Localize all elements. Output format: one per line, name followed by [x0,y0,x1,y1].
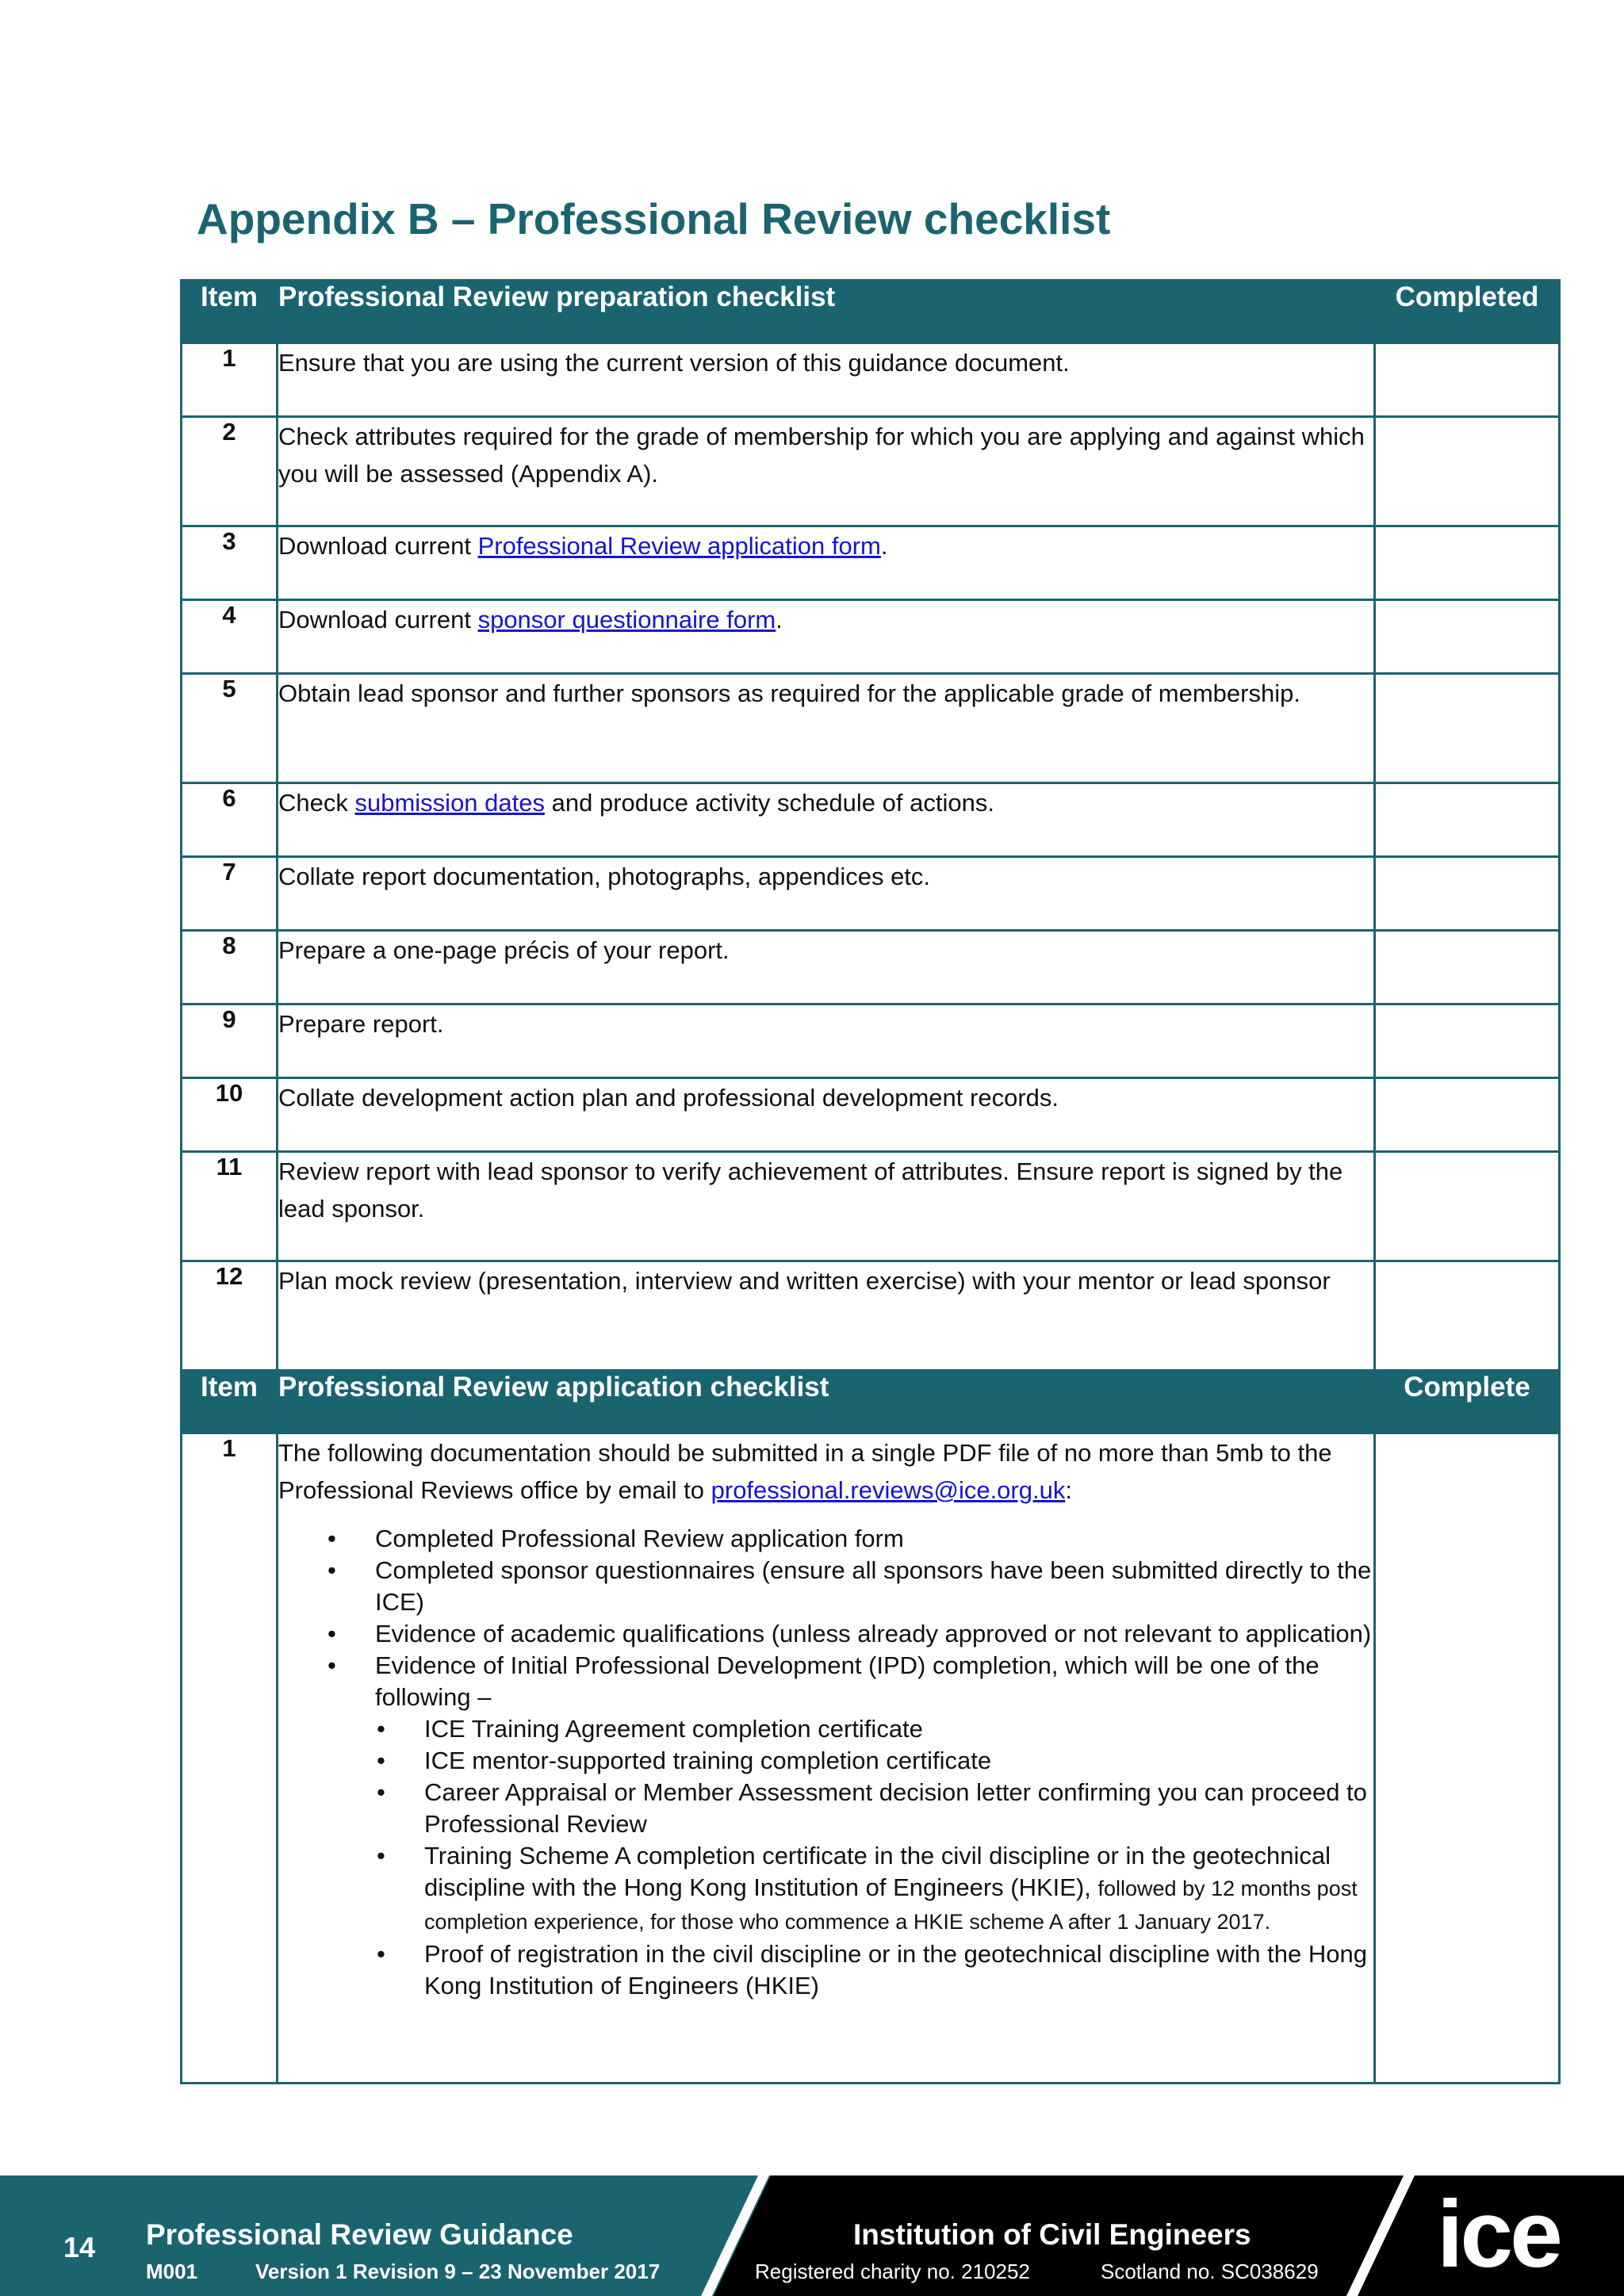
item-number: 7 [182,857,278,931]
page-number: 14 [63,2231,96,2263]
completed-cell[interactable] [1375,857,1560,931]
column-header-item: Item [182,1371,278,1433]
item-description: Ensure that you are using the current version of this guidance document. [278,343,1375,417]
sub-list-item-note: followed by 12 months post completion experience, for those who commence a HKIE scheme A after 1 January 2017. [424,1877,1358,1934]
item-number: 9 [182,1004,278,1078]
item-number: 1 [182,343,278,417]
table-row [182,1078,1560,1152]
item-text: Download current [278,606,478,633]
ipd-evidence-list [326,1713,1373,2002]
submission-dates-link[interactable]: submission dates [354,789,545,817]
completed-cell[interactable] [1375,783,1560,857]
item-text: . [776,606,783,633]
item-number: 1 [182,1433,278,2084]
table-row [182,857,1560,931]
list-item-text: Evidence of Initial Professional Development (IPD) completion, which will be one of the following – [375,1651,1320,1711]
completed-cell[interactable] [1375,674,1560,783]
sponsor-questionnaire-link[interactable]: sponsor questionnaire form [477,606,776,633]
item-description [278,526,1375,600]
completed-cell[interactable] [1375,1152,1560,1261]
item-description [278,783,1375,857]
list-item: • Completed Professional Review application form [375,1523,1373,1555]
item-description [278,600,1375,674]
item-number: 5 [182,674,278,783]
completed-cell[interactable] [1375,1261,1560,1371]
item-number: 12 [182,1261,278,1371]
document-code: M001 [146,2260,198,2283]
item-number: 6 [182,783,278,857]
item-number: 3 [182,526,278,600]
item-number: 4 [182,600,278,674]
table-row [182,526,1560,600]
column-header-item: Item [182,281,278,343]
table-row [182,1261,1560,1371]
item-text: : [1065,1476,1072,1504]
item-text: and produce activity schedule of actions. [545,789,994,817]
documentation-list [278,1523,1373,2002]
item-text: . [880,532,888,560]
email-link[interactable]: professional.reviews@ice.org.uk [710,1476,1066,1504]
table-row [182,931,1560,1004]
table-row [182,343,1560,417]
completed-cell[interactable] [1375,931,1560,1004]
completed-cell[interactable] [1375,417,1560,526]
application-checklist [182,1371,1560,2084]
list-item: • Completed sponsor questionnaires (ensure all sponsors have been submitted directly to the ICE) [375,1555,1373,1618]
institution-name: Institution of Civil Engineers [853,2218,1251,2251]
page-footer [0,2175,1624,2296]
sub-list-item [424,1840,1373,1938]
sub-list-item-text: Training Scheme A completion certificate in the civil discipline or in the geotechnical discipline with the Hong Kong Institution of Engineers (HKIE), [424,1842,1331,1901]
item-text: Download current [278,532,478,560]
table-row [182,417,1560,526]
completed-cell[interactable] [1375,1004,1560,1078]
item-text: The following documentation should be submitted in a single PDF file of no more than 5mb to the Professional Reviews office by email to [278,1439,1332,1504]
item-description: Prepare a one-page précis of your report. [278,931,1375,1004]
application-form-link[interactable]: Professional Review application form [477,532,881,560]
item-number: 11 [182,1152,278,1261]
table-row [182,600,1560,674]
sub-list-item: • Proof of registration in the civil discipline or in the geotechnical discipline with the Hong Kong Institution of Engineers (HKIE) [424,1938,1373,2002]
item-description [278,1433,1375,2084]
item-number: 10 [182,1078,278,1152]
sub-list-item: • ICE mentor-supported training completion certificate [424,1745,1373,1777]
column-header-complete: Complete [1375,1371,1560,1433]
item-description: Obtain lead sponsor and further sponsors as required for the applicable grade of membership. [278,674,1375,783]
item-description: Check attributes required for the grade of membership for which you are applying and against which you will be assessed (Appendix A). [278,417,1375,526]
completed-cell[interactable] [1375,343,1560,417]
scotland-number: Scotland no. SC038629 [1101,2260,1319,2283]
application-header-row [182,1371,1560,1433]
column-header-description: Professional Review preparation checklist [278,281,1375,343]
table-row [182,783,1560,857]
preparation-checklist [182,281,1560,1371]
item-description: Plan mock review (presentation, interview and written exercise) with your mentor or lead sponsor [278,1261,1375,1371]
list-item: • Evidence of academic qualifications (unless already approved or not relevant to application) [375,1618,1373,1650]
document-title: Professional Review Guidance [146,2218,573,2251]
list-item [375,1650,1373,2002]
completed-cell[interactable] [1375,600,1560,674]
charity-number: Registered charity no. 210252 [755,2260,1030,2283]
table-row [182,1152,1560,1261]
item-description: Collate development action plan and professional development records. [278,1078,1375,1152]
item-description: Prepare report. [278,1004,1375,1078]
item-description: Collate report documentation, photographs, appendices etc. [278,857,1375,931]
item-number: 8 [182,931,278,1004]
item-text: Check [278,789,355,817]
preparation-header-row [182,281,1560,343]
column-header-completed: Completed [1375,281,1560,343]
sub-list-item: • ICE Training Agreement completion certificate [424,1713,1373,1745]
table-row [182,1433,1560,2084]
completed-cell[interactable] [1375,1078,1560,1152]
completed-cell[interactable] [1375,1433,1560,2084]
page-title: Appendix B – Professional Review checklist [197,194,1111,243]
item-number: 2 [182,417,278,526]
checklist-table [180,279,1561,2084]
table-row [182,1004,1560,1078]
completed-cell[interactable] [1375,526,1560,600]
table-row [182,674,1560,783]
sub-list-item: • Career Appraisal or Member Assessment decision letter confirming you can proceed to Professional Review [424,1777,1373,1840]
document-version: Version 1 Revision 9 – 23 November 2017 [255,2260,661,2283]
item-description: Review report with lead sponsor to verify achievement of attributes. Ensure report is signed by the lead sponsor. [278,1152,1375,1261]
column-header-description: Professional Review application checklist [278,1371,1375,1433]
ice-logo: ice [1437,2181,1560,2287]
